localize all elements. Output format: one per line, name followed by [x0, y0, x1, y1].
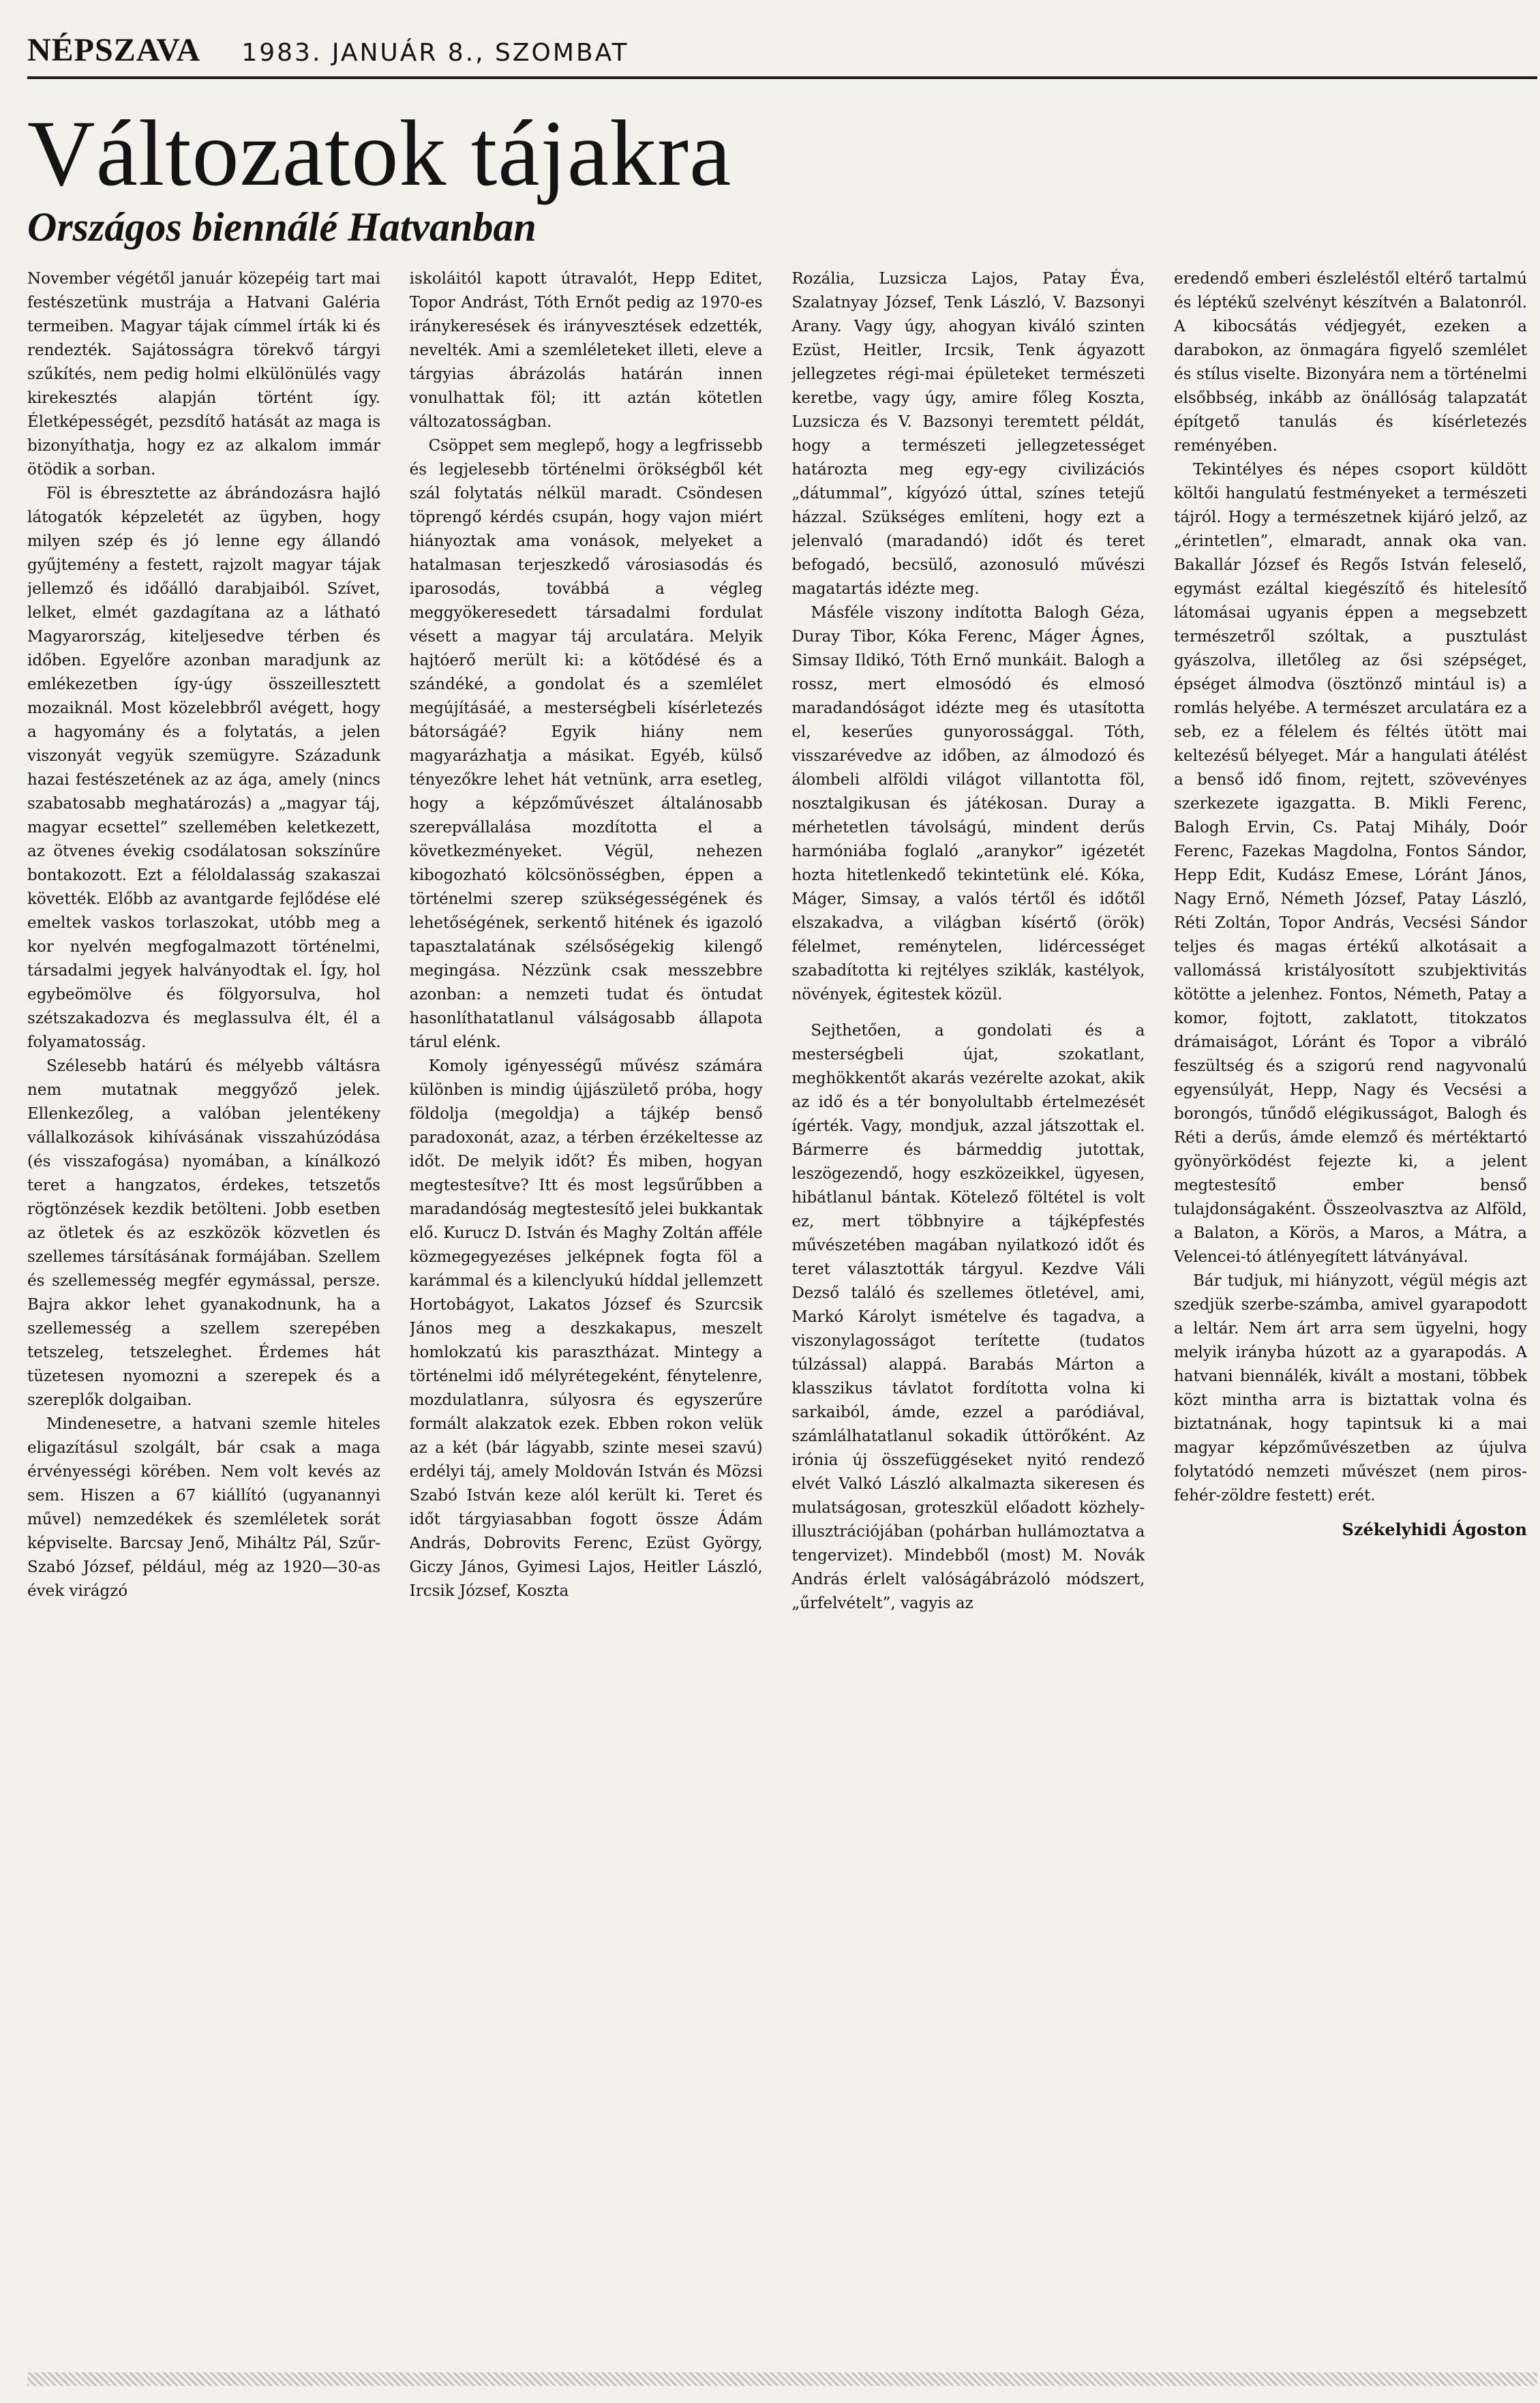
paragraph: Csöppet sem meglepő, hogy a legfrissebb és legjelesebb történelmi örökségből két szál folytatás nélkül maradt. Csöndesen töprengő kérdés csupán, hogy vajon miért hiányoztak ama vonások, melyeket a hatalmasan terjeszkedő városiasodás és iparosodás, továbbá a végleg meggyökeresedett társadalmi fordulat vésett a magyar táj arculatára. Melyik hajtóerő merült ki: a kötődésé és a szándéké, a gondolat és a szemlélet megújításáé, a mesterségbeli kísérletezés bátorságáé? Egyik hiány nem magyarázhatja a másikat. Egyéb, külső tényezőkre lehet hát vetnünk, arra esetleg, hogy a képzőművészet általánosabb szerepvállalása mozdította el a következményeket. Végül, nehezen kibogozható kölcsönösségben, éppen a történelmi szerep szükségességének és lehetőségének, serkentő hitének és igazoló tapasztalatának szélsőségekig kilengő megingása. Nézzünk csak messzebbre azonban: a nemzeti tudat és öntudat hasonlíthatatlanul válságosabb állapota tárul elénk. — [409, 437, 763, 1051]
paragraph: Másféle viszony indította Balogh Géza, Duray Tibor, Kóka Ferenc, Máger Ágnes, Simsay Ildikó, Tóth Ernő munkáit. Balogh a rossz, mert elmosódó és elmosó maradandóságot idézte meg és utasította el, keserűes gunyorossággal. Tóth, visszarévedve az időben, az álmodozó és álombeli alföldi világot villantotta föl, nosztalgikusan és játékosan. Duray a mérhetetlen távolságú, mindent derűs harmóniába foglaló „aranykor” igézetét hozta hitetlenkedő tekintetünk elé. Kóka, Máger, Simsay, a valós tértől és időtől elszakadva, a világban kísértő (örök) félelmet, reménytelen, lidércességet szabadította ki rejtélyes sziklák, kastélyok, növények, égitestek közül. — [791, 604, 1145, 1003]
paragraph: Tekintélyes és népes csoport küldött költői hangulatú festményeket a természeti tájról. Hogy a természetnek kijáró jelző, az „érintetlen”, elmaradt, annak oka van. Bakallár József és Regős István feleselő, egymást ezáltal kiegészítő és hitelesítő látomásai ugyanis éppen a megsebzett természetről szóltak, a pusztulást gyászolva, illetőleg az ősi szépséget, épséget álmodva (ösztönző mintául is) a romlás helyébe. A természet arculatára ez a seb, ez a félelem és féltés ütött mai keltezésű bélyeget. Már a hangulati átélést a benső idő finom, rejtett, szövevényes szerkezete igazgatta. B. Mikli Ferenc, Balogh Ervin, Cs. Pataj Mihály, Doór Ferenc, Fazekas Magdolna, Fontos Sándor, Hepp Edit, Kudász Emese, Lóránt János, Nagy Ernő, Németh József, Patay László, Réti Zoltán, Topor András, Vecsési Sándor teljes és magas értékű alkotásait a vallomássá kristályosított szubjektivitás kötötte a jelenhez. Fontos, Németh, Patay a komor, fojtott, zaklatott, titokzatos drámaiságot, Lóránt és Topor a vibráló feszültség és a szigorú rend nagyvonalú egyensúlyát, Hepp, Nagy és Vecsési a borongós, tűnődő elégikusságot, Balogh és Réti a derűs, ámde elemző és mértéktartó gyönyörködést fejezte ki, a jelent megtestesítő ember benső tulajdonságaként. Összeolvasztva az Alföld, a Balaton, a Körös, a Maros, a Mátra, a Velencei-tó átlényegített látványával. — [1173, 461, 1527, 1266]
paragraph: Komoly igényességű művész számára különben is mindig újjászülető próba, hogy földolja (megoldja) a tájkép benső paradoxonát, azaz, a térben érzékeltesse az időt. De melyik időt? És miben, hogyan megtestesítve? Itt és most legsűrűbben a maradandóság megtestesítő jelei bukkantak elő. Kurucz D. István és Maghy Zoltán afféle közmegegyezéses jelképnek fogta föl a karámmal és a kilenclyukú híddal jellemzett Hortobágyot, Lakatos József és Szurcsik János meg a deszkakapus, meszelt homlokzatú kis parasztházat. Mintegy a történelmi idő mélyrétegeként, fénytelenre, mozdulatlanra, súlyosra és egyszerűre formált alakzatok ezek. Ebben rokon velük az a két (bár lágyabb, szinte mesei szavú) erdélyi táj, amely Moldován István és Mözsi Szabó István keze alól került ki. Teret és időt tárgyiasabban fogott össze Ádám András, Dobrovits Ferenc, Ezüst György, Giczy János, Gyimesi Lajos, Heitler László, Ircsik József, Koszta — [409, 1057, 763, 1600]
paragraph: Szélesebb határú és mélyebb váltásra nem mutatnak meggyőző jelek. Ellenkezőleg, a valóban jelentékeny vállalkozások kihívásának visszahúzódása (és visszafogása) nyomában, a kínálkozó teret a hangzatos, érdekes, tetszetős rögtönzések kezdik betölteni. Jobb esetben az ötletek és az eszközök közvetlen és szellemes társításának formájában. Szellem és szellemesség megfér egymással, persze. Bajra akkor lehet gyanakodnunk, ha a szellemesség a szellem szerepében tetszeleg, tetszeleghet. Érdemes hát tüzetesen nyomozni a szerepek és a szereplők dolgaiban. — [27, 1057, 380, 1409]
paragraph: Rozália, Luzsicza Lajos, Patay Éva, Szalatnyay József, Tenk László, V. Bazsonyi Arany. Vagy úgy, ahogyan kiváló szinten Ezüst, Heitler, Ircsik, Tenk ágyazott jellegzetes régi-mai épületeket természeti keretbe, vagy úgy, amire főleg Koszta, Luzsicza és V. Bazsonyi teremtett példát, hogy a természeti jellegzetességet határozta meg egy-egy civilizációs „dátummal”, kígyózó úttal, színes tetejű házzal. Szükséges említeni, hogy ezt a jelenvaló (maradandó) időt és teret befogadó, becsülő, azonosuló művészi magatartás idézte meg. — [791, 270, 1145, 598]
paragraph: iskoláitól kapott útravalót, Hepp Editet, Topor Andrást, Tóth Ernőt pedig az 1970-es iránykeresések és irányvesztések edzették, nevelték. Ami a szemléleteket illeti, eleve a tárgyias ábrázolás határán innen vonulhattak föl; itt aztán kötetlen változatosságban. — [409, 270, 763, 431]
article-title: Változatok tájakra — [27, 101, 732, 205]
column-3 — [791, 267, 1145, 2353]
article-subtitle: Országos biennálé Hatvanban — [27, 205, 537, 250]
article-body — [27, 267, 1527, 2353]
bottom-border — [27, 2372, 1537, 2386]
paragraph: eredendő emberi észleléstől eltérő tartalmú és léptékű szelvényt készítvén a Balatonról. A kibocsátás védjegyét, ezeken a darabokon, az önmagára figyelő szemlélet és stílus viselte. Bizonyára nem a történelmi elsőbbség, inkább az önállóság talapzatát építgető tanulás és kísérletezés reményében. — [1173, 270, 1527, 455]
newspaper-name: NÉPSZAVA — [27, 32, 201, 68]
masthead-rule — [27, 76, 1537, 79]
column-4 — [1174, 267, 1527, 2353]
column-1 — [27, 267, 380, 2353]
paragraph: Sejthetően, a gondolati és a mesterségbeli újat, szokatlant, meghökkentőt akarás vezérelte azokat, akik az idő és a tér bonyolultabb értelmezését ígérték. Vagy, mondjuk, azzal játszottak el. Bármerre és bármeddig jutottak, leszögezendő, hogy eszközeikkel, ügyesen, hibátlanul bántak. Kötelező föltétel is volt ez, mert többnyire a tájképfestés művészetében magában nyilatkozó időt és teret választották tárgyul. Kezdve Váli Dezső találó és szellemes ötletével, ami, Markó Károlyt ismételve és tagadva, a viszonylagosságot terítette (tudatos túlzással) alappá. Barabás Márton a klasszikus távlatot fordította volna ki sarkaiból, ámde, ezzel a paródiával, számlálhatatlanul sokadik úttörőként. Az irónia új összefüggéseket nyitó rendező elvét Valkó László alkalmazta sikeresen és mulatságosan, groteszkül előadott közhely-illusztrációjában (pohárban hullámoztatva a tengervizet). Mindebből (most) M. Novák András érlelt valóságábrázoló módszert, „űrfelvételt”, vagyis az — [791, 1022, 1145, 1612]
paragraph: Bár tudjuk, mi hiányzott, végül mégis azt szedjük szerbe-számba, amivel gyarapodott a leltár. Nem árt arra sem ügyelni, hogy melyik irányba húzott az a gyarapodás. A hatvani biennálék, kivált a mostani, többek közt mintha arra is biztattak volna és biztatnának, hogy tapintsuk ki a mai magyar képzőművészetben az újulva folytatódó nemzeti művészet (nem piros-fehér-zöldre festett) erét. — [1173, 1272, 1527, 1505]
author-signature: Székelyhidi Ágoston — [1342, 1520, 1527, 1539]
paragraph: November végétől január közepéig tart mai festészetünk mustrája a Hatvani Galéria termeiben. Magyar tájak címmel írták ki és rendezték. Sajátosságra törekvő tárgyi szűkítés, nem pedig holmi elkülönülés vagy kirekesztés alapján történt így. Életképességét, pezsdítő hatását az maga is bizonyíthatja, hogy ez az alkalom immár ötödik a sorban. — [27, 270, 380, 479]
column-2 — [410, 267, 763, 2353]
masthead — [27, 31, 1537, 75]
paragraph: Föl is ébresztette az ábrándozásra hajló látogatók képzeletét az ügyben, hogy milyen szép és jó lenne egy állandó gyűjtemény a festett, rajzolt magyar tájak jellemző és időálló darabjaiból. Szívet, lelket, elmét gazdagítana az a látható Magyarország, kiteljesedve térben és időben. Egyelőre azonban maradjunk az emlékezetben így-úgy összeillesztett mozaiknál. Most közelebbről avégett, hogy a hagyomány és a folytatás, a jelen viszonyát vegyük szemügyre. Századunk hazai festészetének az az ága, amely (nincs szabatosabb meghatározás) a „magyar táj, magyar ecsettel” szellemében keletkezett, az ötvenes évekig csodálatosan sokszínűre bontakozott. Ezt a féloldalasság szakaszai követték. Előbb az avantgarde fejlődése elé emeltek vaskos torlaszokat, utóbb meg a kor nyelvén megfogalmazott történelmi, társadalmi jegyek halványodtak el. Így, hol egybeömölve és fölgyorsulva, hol szétszakadozva és meglassulva élt, él a folyamatosság. — [27, 485, 380, 1051]
paragraph: Mindenesetre, a hatvani szemle hiteles eligazításul szolgált, bár csak a maga érvényességi körében. Nem volt kevés az sem. Hiszen a 67 kiállító (ugyanannyi művel) nemzedékek és szemléletek sorát képviselte. Barcsay Jenő, Miháltz Pál, Szűr-Szabó József, például, még az 1920—30-as évek virágzó — [27, 1415, 380, 1600]
issue-date: 1983. JANUÁR 8., SZOMBAT — [241, 39, 629, 67]
